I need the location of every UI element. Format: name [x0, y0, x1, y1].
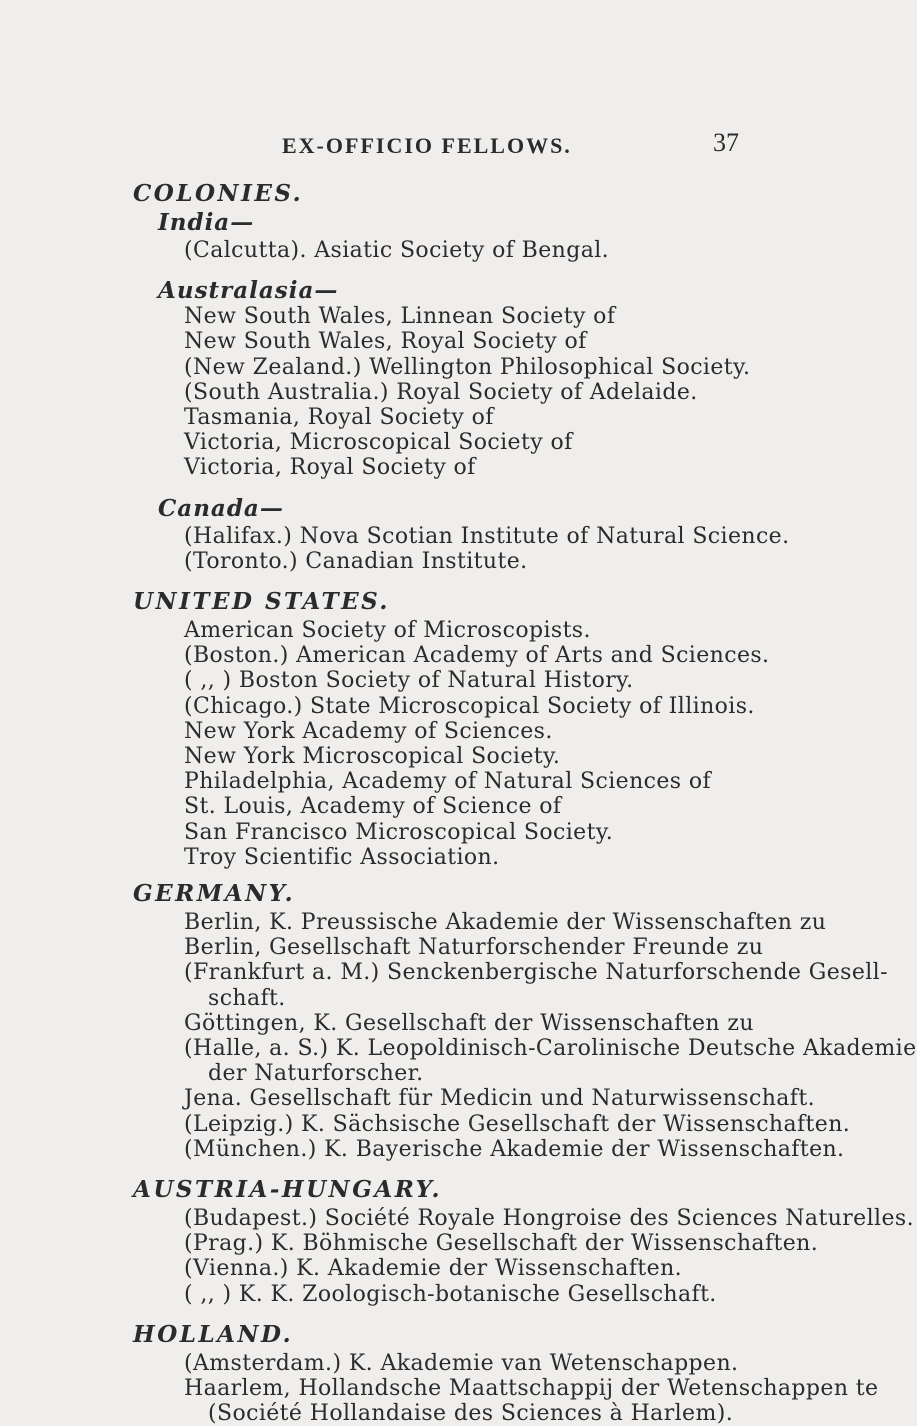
section-heading-germany: GERMANY.	[133, 880, 296, 907]
list-item: Victoria, Royal Society of	[184, 455, 476, 481]
running-title: EX-OFFICIO FELLOWS.	[282, 133, 572, 158]
list-item: Victoria, Microscopical Society of	[184, 430, 573, 456]
list-item: ( ,, ) Boston Society of Natural History.	[184, 668, 634, 694]
list-item: Philadelphia, Academy of Natural Sciences of	[184, 769, 712, 795]
list-item: New South Wales, Royal Society of	[184, 329, 587, 355]
list-item-continuation: (Société Hollandaise des Sciences à Harlem).	[208, 1401, 734, 1426]
list-item: (Halifax.) Nova Scotian Institute of Natural Science.	[184, 523, 790, 549]
section-heading-holland: HOLLAND.	[133, 1320, 294, 1348]
list-item: (Vienna.) K. Akademie der Wissenschaften.	[184, 1256, 683, 1282]
section-heading-austria-hungary: AUSTRIA-HUNGARY.	[133, 1176, 443, 1203]
subheading-australasia: Australasia—	[158, 277, 339, 305]
list-item: (Budapest.) Société Royale Hongroise des Sciences Naturelles.	[184, 1206, 914, 1231]
list-item: New York Microscopical Society.	[184, 744, 561, 769]
list-item-continuation: der Naturforscher.	[208, 1061, 424, 1087]
list-item: New South Wales, Linnean Society of	[184, 304, 616, 330]
list-item: (Toronto.) Canadian Institute.	[184, 548, 528, 574]
list-item: (Leipzig.) K. Sächsische Gesellschaft der Wissenschaften.	[184, 1111, 851, 1137]
list-item: Berlin, K. Preussische Akademie der Wissenschaften zu	[184, 910, 827, 935]
list-item: (South Australia.) Royal Society of Adelaide.	[184, 379, 698, 405]
subheading-india: India—	[158, 209, 255, 236]
list-item: Troy Scientific Association.	[184, 844, 500, 870]
list-item: ( ,, ) K. K. Zoologisch-botanische Gesellschaft.	[184, 1281, 717, 1307]
list-item: (München.) K. Bayerische Akademie der Wissenschaften.	[184, 1136, 845, 1162]
list-item: Tasmania, Royal Society of	[184, 405, 494, 430]
list-item: St. Louis, Academy of Science of	[184, 794, 562, 820]
list-item: (Chicago.) State Microscopical Society of Illinois.	[184, 693, 755, 719]
page-number: 37	[713, 128, 739, 157]
list-item: (Halle, a. S.) K. Leopoldinisch-Carolinische Deutsche Akademie	[184, 1036, 917, 1061]
list-item: (Prag.) K. Böhmische Gesellschaft der Wissenschaften.	[184, 1231, 819, 1257]
list-item: (Frankfurt a. M.) Senckenbergische Naturforschende Gesell-	[184, 960, 888, 986]
list-item: (Calcutta). Asiatic Society of Bengal.	[184, 238, 610, 263]
list-item: (New Zealand.) Wellington Philosophical Society.	[184, 354, 751, 380]
list-item: American Society of Microscopists.	[184, 618, 591, 643]
list-item: Berlin, Gesellschaft Naturforschender Freunde zu	[184, 935, 764, 961]
list-item: Haarlem, Hollandsche Maattschappij der Wetenschappen te	[184, 1376, 879, 1401]
section-heading-united-states: UNITED STATES.	[133, 588, 390, 615]
list-item: Göttingen, K. Gesellschaft der Wissenschaften zu	[184, 1010, 754, 1036]
list-item: New York Academy of Sciences.	[184, 718, 553, 744]
subheading-canada: Canada—	[158, 494, 284, 522]
list-item: (Amsterdam.) K. Akademie van Wetenschappen.	[184, 1350, 739, 1376]
list-item: (Boston.) American Academy of Arts and Sciences.	[184, 643, 770, 669]
section-heading-colonies: COLONIES.	[133, 180, 304, 207]
list-item-continuation: schaft.	[208, 985, 286, 1011]
list-item: San Francisco Microscopical Society.	[184, 819, 614, 845]
list-item: Jena. Gesellschaft für Medicin und Naturwissenschaft.	[184, 1086, 815, 1112]
